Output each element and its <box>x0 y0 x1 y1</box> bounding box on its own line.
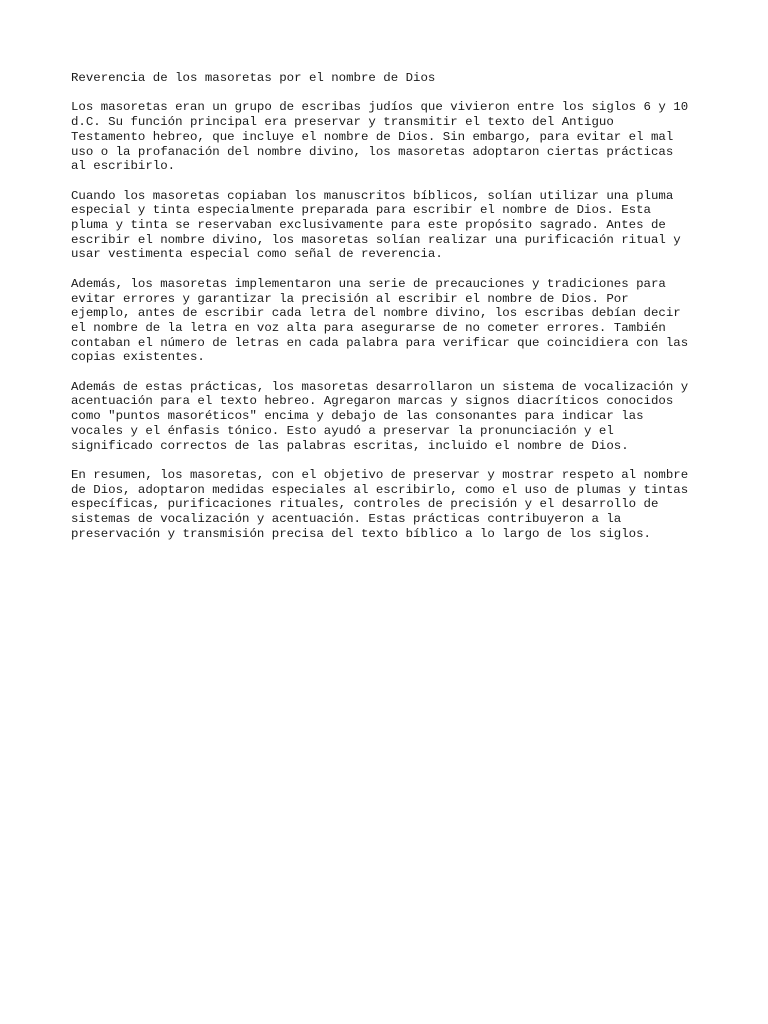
paragraph-5: En resumen, los masoretas, con el objetivo de preservar y mostrar respeto al nombre de Dios, adoptaron medidas especiales al escribirlo, como el uso de plumas y tintas específicas, purificaciones rituales, controles de precisión y el desarrollo de sistemas de vocalización y acentuación. Estas prácticas contribuyeron a la preservación y transmisión precisa del texto bíblico a lo largo de los siglos. <box>71 467 689 541</box>
paragraph-4: Además de estas prácticas, los masoretas desarrollaron un sistema de vocalización y acentuación para el texto hebreo. Agregaron marcas y signos diacríticos conocidos como "puntos masoréticos" encima y debajo de las consonantes para indicar las vocales y el énfasis tónico. Esto ayudó a preservar la pronunciación y el significado correctos de las palabras escritas, incluido el nombre de Dios. <box>71 379 689 453</box>
paragraph-2: Cuando los masoretas copiaban los manuscritos bíblicos, solían utilizar una pluma especial y tinta especialmente preparada para escribir el nombre de Dios. Esta pluma y tinta se reservaban exclusivamente para este propósito sagrado. Antes de escribir el nombre divino, los masoretas solían realizar una purificación ritual y usar vestimenta especial como señal de reverencia. <box>71 188 681 262</box>
paragraph-1: Los masoretas eran un grupo de escribas judíos que vivieron entre los siglos 6 y 10 d.C. Su función principal era preservar y transmitir el texto del Antiguo Testamento hebreo, que incluye el nombre de Dios. Sin embargo, para evitar el mal uso o la profanación del nombre divino, los masoretas adoptaron ciertas prácticas al escribirlo. <box>71 100 689 174</box>
document-page <box>71 71 711 556</box>
paragraph-3: Además, los masoretas implementaron una serie de precauciones y tradiciones para evitar errores y garantizar la precisión al escribir el nombre de Dios. Por ejemplo, antes de escribir cada letra del nombre divino, los escribas debían decir el nombre de la letra en voz alta para asegurarse de no cometer errores. También contaban el número de letras en cada palabra para verificar que coincidiera con las copias existentes. <box>71 276 689 365</box>
document-title: Reverencia de los masoretas por el nombre de Dios <box>71 71 436 85</box>
